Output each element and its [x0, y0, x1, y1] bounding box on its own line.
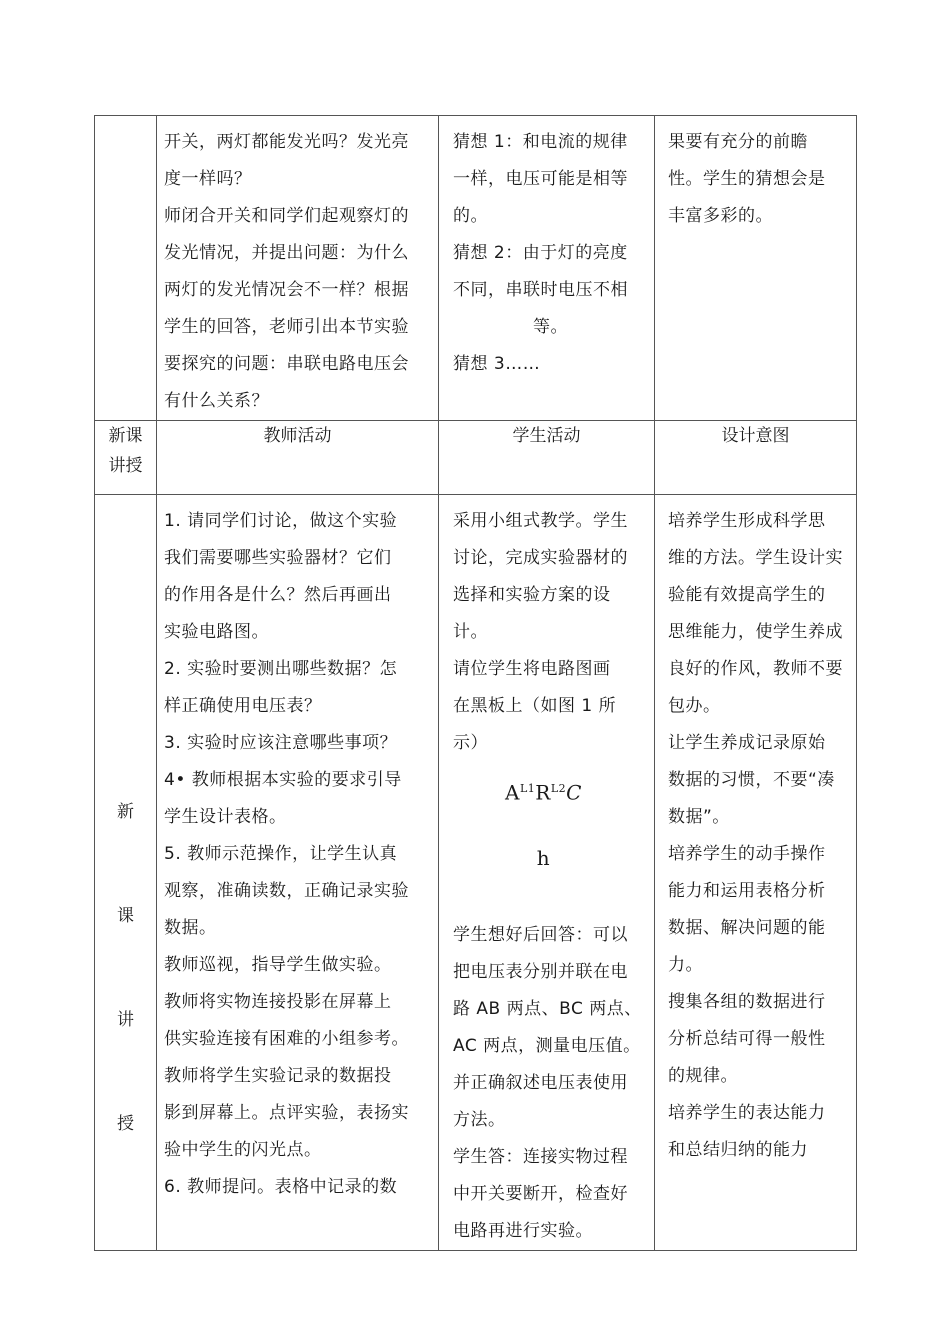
header-design: 设计意图 — [655, 421, 857, 495]
text-line: 维的方法。学生设计实 — [668, 548, 843, 568]
text-line: 思维能力，使学生养成 — [668, 622, 843, 642]
text-line: 我们需要哪些实验器材？它们 — [164, 548, 392, 568]
row-label-vertical — [95, 495, 157, 1251]
text-line: 采用小组式教学。学生 — [453, 511, 628, 531]
header-student: 学生活动 — [439, 421, 655, 495]
text-line: 的。 — [453, 206, 488, 226]
text-line: 在黑板上（如图 1 所 — [453, 696, 617, 716]
circuit-l1: L1 — [519, 782, 536, 795]
text-line: 数据、解决问题的能 — [668, 918, 826, 938]
text-line: 分析总结可得一般性 — [668, 1029, 826, 1049]
student-activity-cell — [439, 116, 655, 421]
text-line: 能力和运用表格分析 — [668, 881, 826, 901]
text-line: 把电压表分别并联在电 — [453, 961, 628, 982]
design-intent-cell — [655, 116, 857, 421]
circuit-l2: L2 — [550, 782, 567, 795]
text-line: 请位学生将电路图画 — [453, 659, 611, 679]
text-line: 数据”。 — [668, 807, 730, 827]
text-line: 培养学生的表达能力 — [668, 1103, 826, 1123]
text-line: 教师将实物连接投影在屏幕上 — [164, 992, 392, 1012]
text-line: 验中学生的闪光点。 — [164, 1140, 322, 1160]
text-line: 学生的回答，老师引出本节实验 — [164, 317, 409, 337]
text-line: 并正确叙述电压表使用 — [453, 1072, 628, 1093]
text-line: 路 AB 两点、BC 两点、 — [453, 998, 642, 1019]
text-line: 6. 教师提问。表格中记录的数 — [164, 1177, 398, 1197]
text-line: 等。 — [533, 317, 568, 337]
circuit-h-label: h — [536, 845, 551, 870]
header-teacher: 教师活动 — [157, 421, 439, 495]
text-line: 两灯的发光情况会不一样？根据 — [164, 280, 409, 300]
teacher-activity-text — [157, 495, 438, 1206]
text-line: 数据的习惯，不要“凑 — [668, 770, 835, 790]
student-activity-text — [439, 495, 654, 1250]
text-line: 选择和实验方案的设 — [453, 585, 611, 605]
design-intent-cell — [655, 495, 857, 1251]
text-line: 电路再进行实验。 — [453, 1220, 593, 1241]
row-label-char: 授 — [117, 1114, 134, 1134]
text-line: 样正确使用电压表？ — [164, 696, 322, 716]
text-line: 要探究的问题：串联电路电压会 — [164, 354, 409, 374]
design-intent-text — [655, 495, 856, 1169]
text-line: 一样，电压可能是相等 — [453, 169, 628, 189]
teacher-activity-text — [157, 116, 438, 420]
text-line: 培养学生形成科学思 — [668, 511, 826, 531]
row-label-char: 新 — [117, 802, 134, 822]
text-line: 学生设计表格。 — [164, 807, 287, 827]
text-line: 猜想 3…… — [453, 354, 541, 374]
text-line: 数据。 — [164, 918, 217, 938]
teacher-activity-cell — [157, 495, 439, 1251]
text-line: 4• 教师根据本实验的要求引导 — [164, 770, 402, 790]
text-line: 丰富多彩的。 — [668, 206, 773, 226]
header-row-label — [95, 421, 157, 495]
row-label-empty — [95, 116, 157, 421]
circuit-diagram-label — [439, 774, 648, 808]
text-line: 3. 实验时应该注意哪些事项？ — [164, 733, 398, 753]
text-line: 力。 — [668, 955, 703, 975]
student-activity-bottom — [453, 917, 648, 1250]
text-line: 猜想 1：和电流的规律 — [453, 132, 628, 152]
table-header-row — [95, 421, 857, 495]
text-line: 讨论，完成实验器材的 — [453, 548, 628, 568]
text-line: 搜集各组的数据进行 — [668, 992, 826, 1012]
text-line: 供实验连接有困难的小组参考。 — [164, 1029, 409, 1049]
text-line: AC 两点，测量电压值。 — [453, 1035, 641, 1056]
table-row-new-lesson — [95, 495, 857, 1251]
table-row-intro — [95, 116, 857, 421]
text-line: 发光情况，并提出问题：为什么 — [164, 243, 409, 263]
text-line: 有什么关系？ — [164, 391, 269, 411]
row-label-char: 课 — [117, 906, 134, 926]
text-line: 教师将学生实验记录的数据投 — [164, 1066, 392, 1086]
circuit-r: R — [535, 780, 551, 805]
text-line: 猜想 2：由于灯的亮度 — [453, 243, 628, 263]
circuit-point-a: A — [505, 780, 520, 805]
text-line: 验能有效提高学生的 — [668, 585, 826, 605]
text-line: 教师巡视，指导学生做实验。 — [164, 955, 392, 975]
text-line: 的作用各是什么？然后再画出 — [164, 585, 392, 605]
text-line: 师闭合开关和同学们起观察灯的 — [164, 206, 409, 226]
text-line: 5. 教师示范操作，让学生认真 — [164, 844, 398, 864]
teacher-activity-cell — [157, 116, 439, 421]
text-line: 度一样吗？ — [164, 169, 252, 189]
text-line: 的规律。 — [668, 1066, 738, 1086]
text-line: 包办。 — [668, 696, 721, 716]
text-line: 良好的作风，教师不要 — [668, 659, 843, 679]
text-line: 2. 实验时要测出哪些数据？怎 — [164, 659, 398, 679]
student-activity-text — [439, 116, 654, 383]
text-line: 不同，串联时电压不相 — [453, 280, 628, 300]
text-line: 实验电路图。 — [164, 622, 269, 642]
row-label-char: 讲 — [117, 1010, 134, 1030]
lesson-plan-table — [94, 115, 857, 1251]
text-line: 影到屏幕上。点评实验，表扬实 — [164, 1103, 409, 1123]
text-line: 学生答：连接实物过程 — [453, 1146, 628, 1167]
text-line: 培养学生的动手操作 — [668, 844, 826, 864]
text-line: 开关，两灯都能发光吗？发光亮 — [164, 132, 409, 152]
text-line: 方法。 — [453, 1109, 506, 1130]
text-line: 学生想好后回答：可以 — [453, 924, 628, 945]
text-line: 果要有充分的前瞻 — [668, 132, 808, 152]
text-line: 和总结归纳的能力 — [668, 1140, 808, 1160]
circuit-point-c: C — [566, 780, 582, 805]
text-line: 示） — [453, 733, 488, 753]
header-label-line1: 新课 — [108, 426, 143, 446]
text-line: 计。 — [453, 622, 488, 642]
text-line: 中开关要断开，检查好 — [453, 1183, 628, 1204]
student-activity-cell — [439, 495, 655, 1251]
design-intent-text — [655, 116, 856, 235]
text-line: 观察，准确读数，正确记录实验 — [164, 881, 409, 901]
student-activity-top — [453, 503, 648, 762]
text-line: 让学生养成记录原始 — [668, 733, 826, 753]
header-label-line2: 讲授 — [108, 456, 143, 476]
text-line: 1. 请同学们讨论，做这个实验 — [164, 511, 398, 531]
text-line: 性。学生的猜想会是 — [668, 169, 826, 189]
